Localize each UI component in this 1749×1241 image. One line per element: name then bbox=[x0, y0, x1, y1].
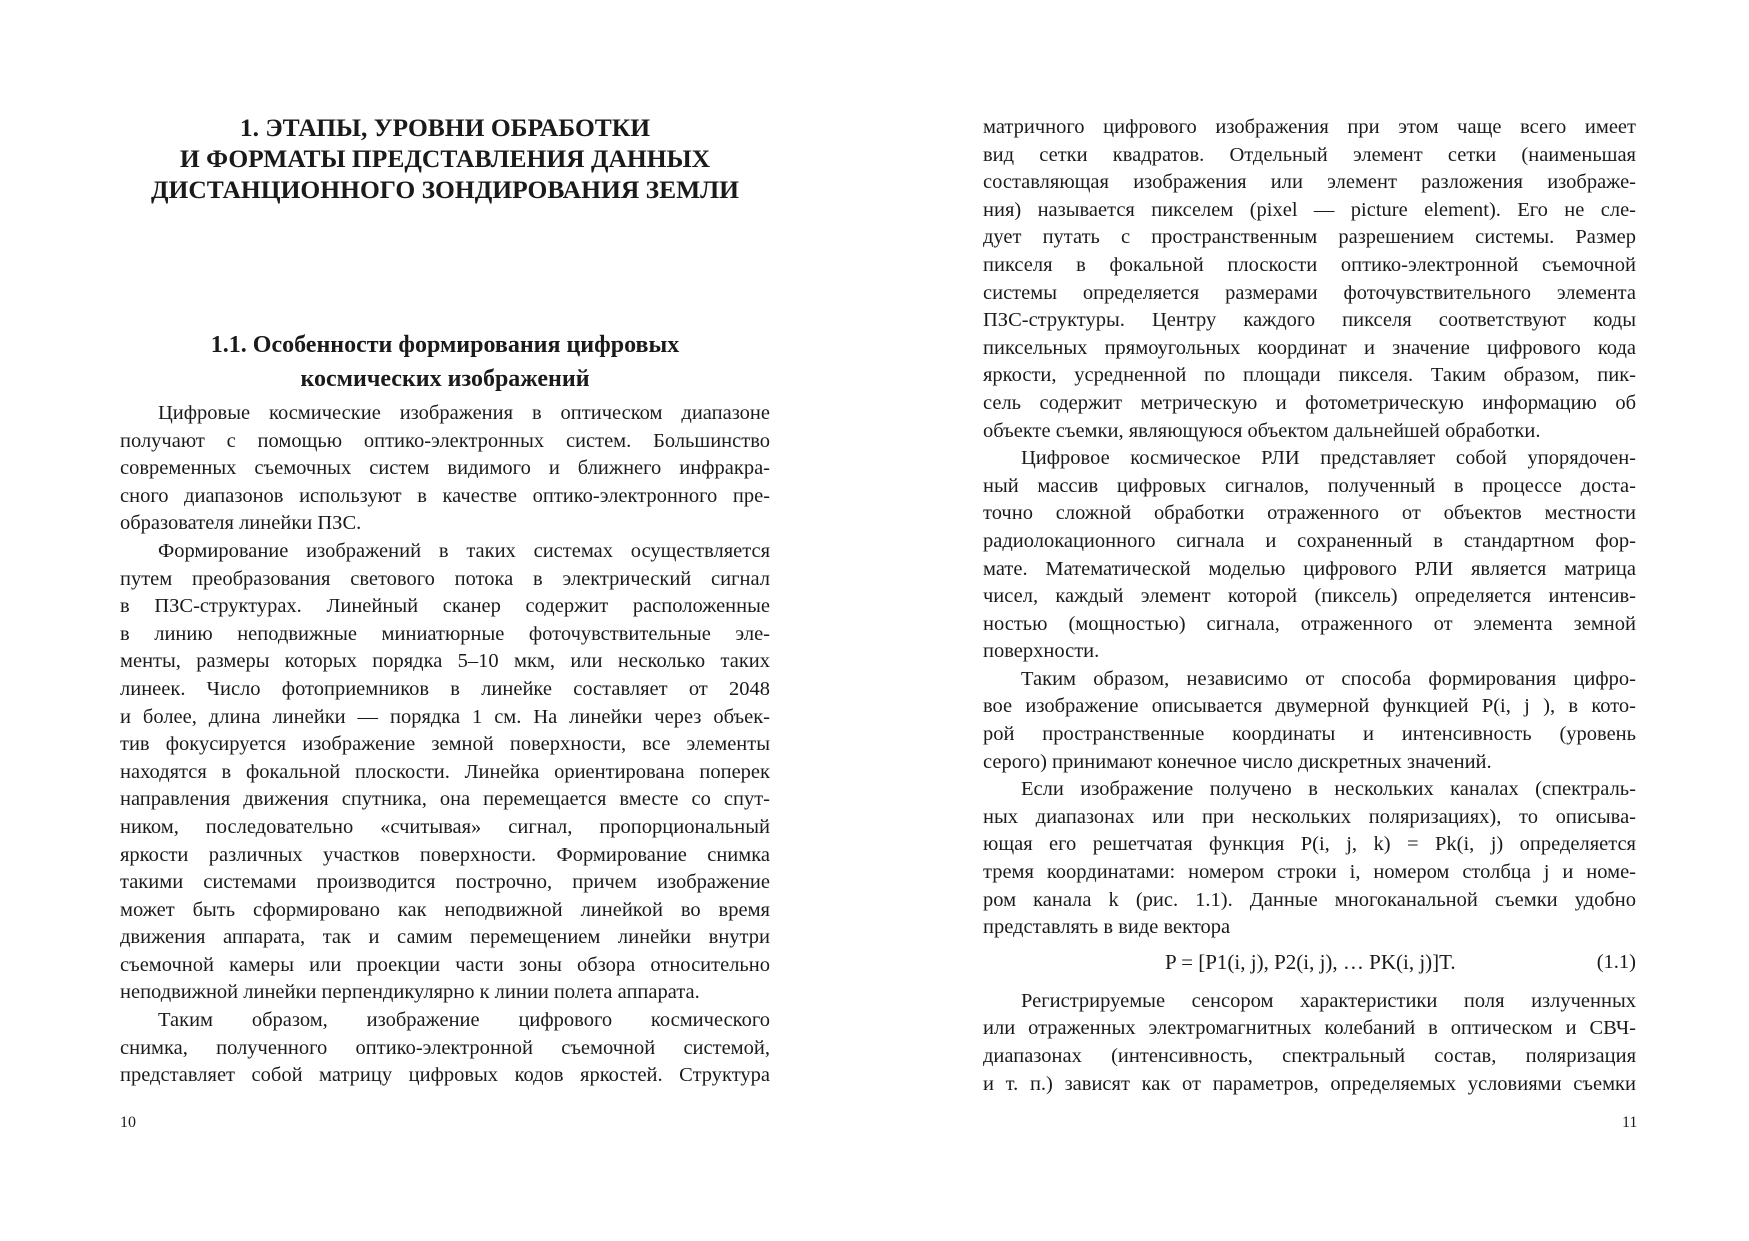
text-line: яркости, усредненной по площади пикселя. Таким образом, пик- bbox=[983, 364, 1636, 387]
text-line: Формирование изображений в таких системах осуществляется bbox=[158, 539, 770, 562]
text-line: сель содержит метрическую и фотометрическую информацию об bbox=[983, 391, 1636, 414]
page-number: 11 bbox=[1622, 1114, 1638, 1131]
text-line: может быть сформировано как неподвижной линейкой во время bbox=[120, 898, 770, 921]
text-line: системы определяется размерами фоточувствительного элемента bbox=[983, 281, 1636, 304]
paragraph bbox=[983, 776, 1636, 942]
text-line: путем преобразования светового потока в электрический сигнал bbox=[120, 567, 770, 590]
text-line: тремя координатами: номером строки i, номером столбца j и номе- bbox=[983, 861, 1636, 884]
text-line: ных диапазонах или при нескольких поляризациях), то описыва- bbox=[983, 805, 1636, 828]
text-line: тив фокусируется изображение земной поверхности, все элементы bbox=[120, 733, 770, 756]
paragraph bbox=[120, 400, 770, 538]
text-line: радиолокационного сигнала и сохраненный в стандартном фор- bbox=[983, 529, 1636, 552]
text-line: Таким образом, изображение цифрового космического bbox=[158, 1009, 770, 1032]
text-line: Таким образом, независимо от способа формирования цифро- bbox=[1021, 667, 1636, 690]
text-line: снимка, полученного оптико-электронной съемочной системой, bbox=[120, 1036, 770, 1059]
text-line: объекте съемки, являющуюся объектом дальнейшей обработки. bbox=[983, 419, 1541, 442]
text-line: составляющая изображения или элемент разложения изображе- bbox=[983, 171, 1636, 194]
chapter-title-line: И ФОРМАТЫ ПРЕДСТАВЛЕНИЯ ДАННЫХ bbox=[179, 144, 711, 173]
paragraph bbox=[983, 445, 1636, 666]
chapter-title-line: 1. ЭТАПЫ, УРОВНИ ОБРАБОТКИ bbox=[239, 113, 651, 142]
text-line: неподвижной линейки перпендикулярно к линии полета аппарата. bbox=[120, 981, 700, 1004]
right-page bbox=[874, 0, 1749, 1241]
text-line: представляет собой матрицу цифровых кодов яркостей. Структура bbox=[120, 1064, 770, 1087]
text-line: пиксельных прямоугольных координат и значение цифрового кода bbox=[983, 336, 1636, 359]
text-line: дует путать с пространственным разрешением системы. Размер bbox=[983, 226, 1636, 249]
text-line: серого) принимают конечное число дискретных значений. bbox=[983, 750, 1492, 773]
paragraph bbox=[120, 538, 770, 1007]
chapter-title-line: ДИСТАНЦИОННОГО ЗОНДИРОВАНИЯ ЗЕМЛИ bbox=[150, 175, 739, 204]
equation bbox=[983, 942, 1636, 982]
text-line: матричного цифрового изображения при этом чаще всего имеет bbox=[983, 116, 1636, 138]
paragraph bbox=[983, 988, 1636, 1098]
text-line: диапазонах (интенсивность, спектральный состав, поляризация bbox=[983, 1045, 1636, 1067]
text-line: рой пространственные координаты и интенсивность (уровень bbox=[983, 723, 1636, 746]
text-line: Цифровое космическое РЛИ представляет собой упорядочен- bbox=[1021, 447, 1636, 470]
text-line: вое изображение описывается двумерной функцией P(i, j ), в кото- bbox=[983, 695, 1636, 718]
text-line: ностью (мощностью) сигнала, отраженного от элемента земной bbox=[983, 612, 1636, 635]
section-title-line: космических изображений bbox=[300, 366, 590, 392]
paragraph bbox=[983, 114, 1636, 445]
text-line: в линию неподвижные миниатюрные фоточувствительные эле- bbox=[120, 622, 770, 645]
text-line: движения аппарата, так и самим перемещением линейки внутри bbox=[120, 926, 770, 949]
text-line: и более, длина линейки — порядка 1 см. На линейки через объек- bbox=[120, 705, 770, 728]
text-line: образователя линейки ПЗС. bbox=[120, 512, 362, 535]
text-line: ПЗС-структуры. Центру каждого пикселя соответствуют коды bbox=[983, 309, 1636, 332]
text-line: вид сетки квадратов. Отдельный элемент сетки (наименьшая bbox=[983, 143, 1636, 166]
text-line: точно сложной обработки отраженного от объектов местности bbox=[983, 502, 1636, 525]
paragraph bbox=[983, 666, 1636, 776]
text-line: Регистрируемые сенсором характеристики поля излученных bbox=[1021, 989, 1636, 1012]
text-line: чисел, каждый элемент которой (пиксель) определяется интенсив- bbox=[983, 585, 1636, 608]
text-line: или отраженных электромагнитных колебаний в оптическом и СВЧ- bbox=[983, 1017, 1636, 1040]
text-line: линеек. Число фотоприемников в линейке составляет от 2048 bbox=[120, 677, 770, 700]
chapter-title bbox=[120, 112, 770, 205]
text-line: сного диапазонов используют в качестве оптико-электронного пре- bbox=[120, 484, 770, 507]
text-line: поверхности. bbox=[983, 640, 1100, 663]
text-line: яркости различных участков поверхности. Формирование снимка bbox=[120, 843, 770, 866]
equation-formula: P = [P1(i, j), P2(i, j), … PK(i, j)]T. bbox=[1165, 949, 1456, 974]
left-page bbox=[0, 0, 874, 1241]
page-number: 10 bbox=[120, 1114, 136, 1131]
left-body-text bbox=[120, 400, 770, 1090]
text-line: съемочной камеры или проекции части зоны обзора относительно bbox=[120, 953, 770, 976]
text-line: мате. Математической моделью цифрового РЛИ является матрица bbox=[983, 557, 1636, 580]
text-line: находятся в фокальной плоскости. Линейка ориентирована поперек bbox=[120, 760, 770, 783]
text-line: направления движения спутника, она перемещается вместе со спут- bbox=[120, 788, 770, 811]
equation-number: (1.1) bbox=[1596, 950, 1636, 973]
text-line: Цифровые космические изображения в оптическом диапазоне bbox=[158, 402, 770, 424]
text-line: ром канала k (рис. 1.1). Данные многоканальной съемки удобно bbox=[983, 888, 1636, 911]
text-line: получают с помощью оптико-электронных систем. Большинство bbox=[120, 429, 770, 452]
text-line: в ПЗС-структурах. Линейный сканер содержит расположенные bbox=[120, 595, 770, 618]
text-line: такими системами производится построчно, причем изображение bbox=[120, 871, 770, 894]
text-line: представлять в виде вектора bbox=[983, 916, 1231, 939]
text-line: современных съемочных систем видимого и ближнего инфракра- bbox=[120, 457, 770, 480]
text-line: менты, размеры которых порядка 5–10 мкм, или несколько таких bbox=[120, 650, 770, 673]
section-title bbox=[120, 328, 770, 396]
text-line: пикселя в фокальной плоскости оптико-электронной съемочной bbox=[983, 253, 1636, 276]
right-body-text bbox=[983, 114, 1636, 1098]
text-line: ния) называется пикселем (pixel — picture element). Его не сле- bbox=[983, 198, 1636, 221]
paragraph bbox=[120, 1007, 770, 1090]
section-title-line: 1.1. Особенности формирования цифровых bbox=[210, 332, 680, 358]
text-line: ником, последовательно «считывая» сигнал, пропорциональный bbox=[120, 815, 770, 838]
text-line: Если изображение получено в нескольких каналах (спектраль- bbox=[1021, 778, 1636, 801]
text-line: ющая его решетчатая функция P(i, j, k) = Pk(i, j) определяется bbox=[983, 833, 1636, 856]
text-line: и т. п.) зависят как от параметров, определяемых условиями съемки bbox=[983, 1072, 1636, 1095]
text-line: ный массив цифровых сигналов, полученный в процессе доста- bbox=[983, 474, 1636, 497]
